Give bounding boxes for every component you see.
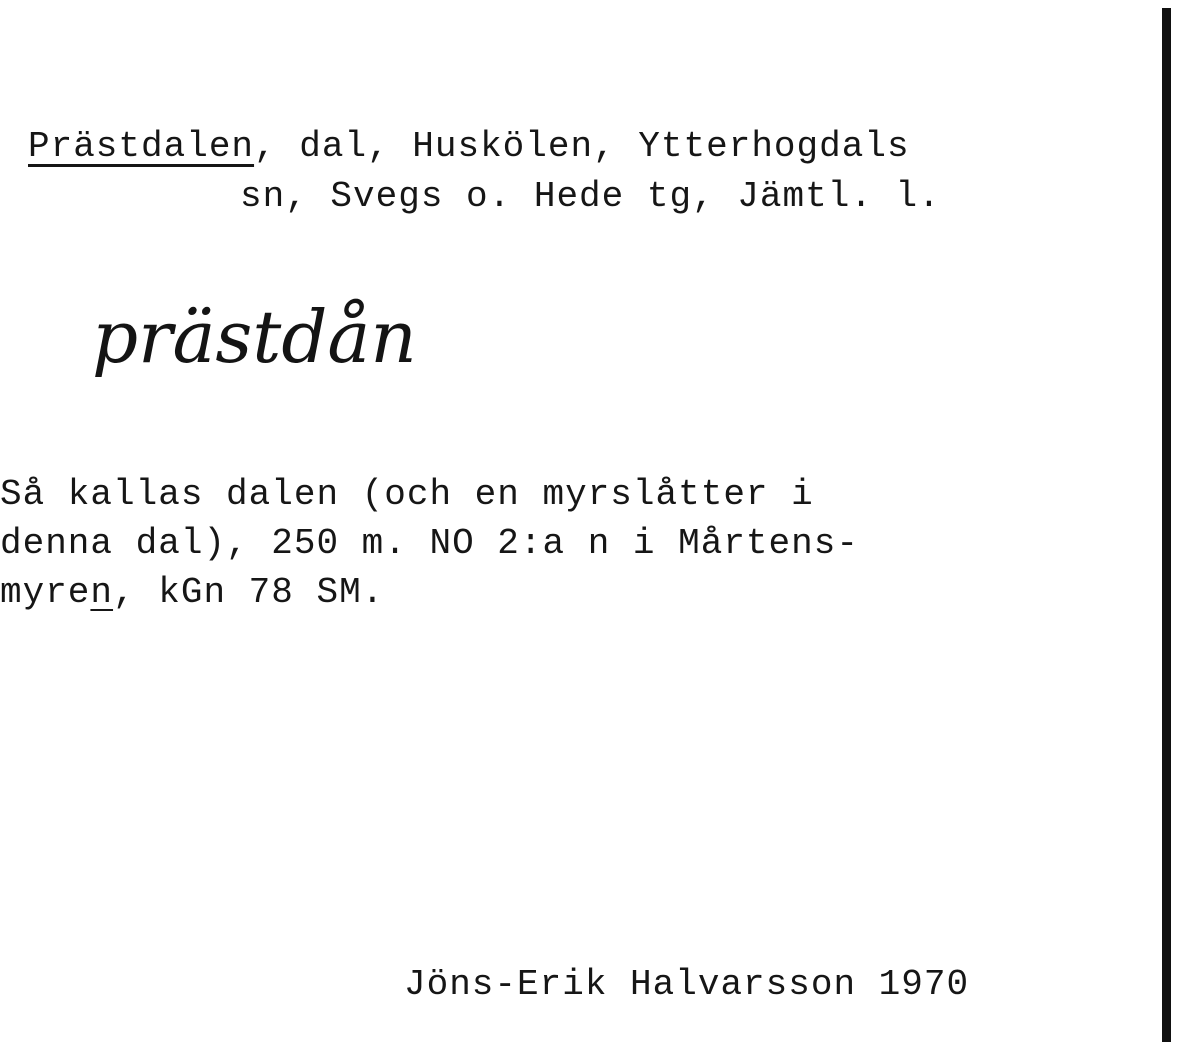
- body-line-3: [0, 570, 384, 616]
- header-line-1: [28, 124, 910, 170]
- body-line-1: Så kallas dalen (och en myrslåtter i: [0, 474, 814, 515]
- signature: Jöns-Erik Halvarsson 1970: [404, 964, 970, 1005]
- body-line-3-underlined: n: [90, 572, 114, 613]
- body-line-2: denna dal), 250 m. NO 2:a n i Mårtens-: [0, 523, 859, 564]
- handwritten-pronunciation: [88, 276, 548, 406]
- headword: Prästdalen: [28, 126, 255, 167]
- header-line-1-rest: , dal, Huskölen, Ytterhogdals: [254, 126, 910, 167]
- body-line-3-end: , kGn 78 SM.: [113, 572, 385, 613]
- card-edge-line: [1162, 8, 1171, 1042]
- pronunciation-text: prästdån: [92, 295, 417, 379]
- body-line-3-start: myre: [0, 572, 91, 613]
- header-line-2: sn, Svegs o. Hede tg, Jämtl. l.: [240, 176, 941, 217]
